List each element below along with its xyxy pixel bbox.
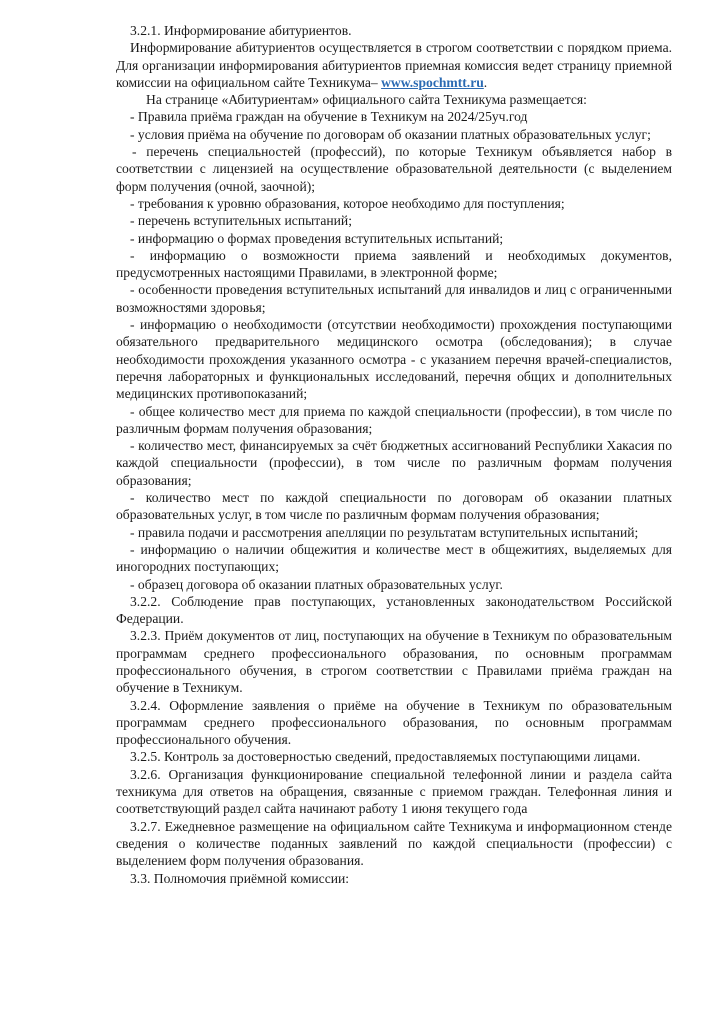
- section-3-2-3: 3.2.3. Приём документов от лиц, поступающих на обучение в Техникум по образовательным программам среднего профессионального образования, по основным программам профессионального обучения, в строгом соответствии с Правилами приёма граждан на обучение в Техникум.: [116, 628, 672, 696]
- section-3-2-4: 3.2.4. Оформление заявления о приёме на обучение в Техникум по образовательным программам среднего профессионального образования, по основным программам профессионального обучения.: [116, 697, 672, 748]
- section-3-2-7: 3.2.7. Ежедневное размещение на официальном сайте Техникума и информационном стенде сведения о количестве поданных заявлений по каждой специальности (профессии) с выделением форм получения образования.: [116, 818, 672, 869]
- list-item: - требования к уровню образования, которое необходимо для поступления;: [130, 195, 565, 211]
- list-item: - информацию о возможности приема заявлений и необходимых документов, предусмотренных настоящими Правилами, в электронной форме;: [116, 247, 672, 281]
- list-item: - образец договора об оказании платных образовательных услуг.: [130, 576, 503, 592]
- list-item: - перечень вступительных испытаний;: [130, 213, 352, 229]
- list-item: - информацию о наличии общежития и количестве мест в общежитиях, выделяемых для иногородних поступающих;: [116, 541, 672, 575]
- list-item: - информацию о формах проведения вступительных испытаний;: [130, 230, 504, 246]
- section-3-3: 3.3. Полномочия приёмной комиссии:: [130, 870, 350, 886]
- paragraph-applicants-page: На странице «Абитуриентам» официального сайта Техникума размещается:: [146, 92, 587, 108]
- section-3-2-6: 3.2.6. Организация функционирование специальной телефонной линии и раздела сайта техникума для ответов на обращения, связанные с приемом граждан. Телефонная линия и соответствующий раздел сайта начинают работу 1 июня текущего года: [116, 766, 672, 817]
- paragraph-informing-end: .: [483, 74, 488, 90]
- list-item: - информацию о необходимости (отсутствии необходимости) прохождения поступающими обязательного предварительного медицинского осмотра (обследования); в случае необходимости прохождения указанного осмотра - с указанием перечня врачей-специалистов, перечня лабораторных и функциональных исследований, перечня общих и дополнительных медицинских противопоказаний;: [116, 317, 672, 402]
- list-item: - условия приёма на обучение по договорам об оказании платных образовательных услуг;: [130, 126, 651, 142]
- list-item: - особенности проведения вступительных испытаний для инвалидов и лиц с ограниченными возможностями здоровья;: [116, 282, 672, 315]
- document-page: [116, 22, 672, 887]
- paragraph-informing-text: Информирование абитуриентов осуществляется в строгом соответствии с порядком приема. Для организации информирования абитуриентов приемная комиссия ведет страницу приемной комиссии на официальном сайте Техникума–: [116, 40, 672, 90]
- section-3-2-2: 3.2.2. Соблюдение прав поступающих, установленных законодательством Российской Федерации.: [116, 593, 672, 627]
- paragraph-informing: [116, 39, 672, 91]
- list-item: - перечень специальностей (профессий), по которые Техникум объявляется набор в соответствии с лицензией на осуществление образовательной деятельности (с выделением форм получения (очной, заочной);: [116, 144, 672, 194]
- section-heading-3-2-1: 3.2.1. Информирование абитуриентов.: [130, 23, 352, 38]
- list-item: - правила подачи и рассмотрения апелляции по результатам вступительных испытаний;: [130, 524, 639, 540]
- list-item: - количество мест, финансируемых за счёт бюджетных ассигнований Республики Хакасия по каждой специальности (профессии), в том числе по различным формам получения образования;: [116, 438, 672, 488]
- list-item: - общее количество мест для приема по каждой специальности (профессии), в том числе по различным формам получения образования;: [116, 403, 672, 436]
- list-item: - Правила приёма граждан на обучение в Техникум на 2024/25уч.год: [130, 109, 528, 125]
- website-link[interactable]: www.spochmtt.ru: [381, 74, 484, 90]
- section-3-2-5: 3.2.5. Контроль за достоверностью сведений, предоставляемых поступающими лицами.: [130, 749, 641, 765]
- list-item: - количество мест по каждой специальности по договорам об оказании платных образовательных услуг, в том числе по различным формам получения образования;: [116, 490, 672, 523]
